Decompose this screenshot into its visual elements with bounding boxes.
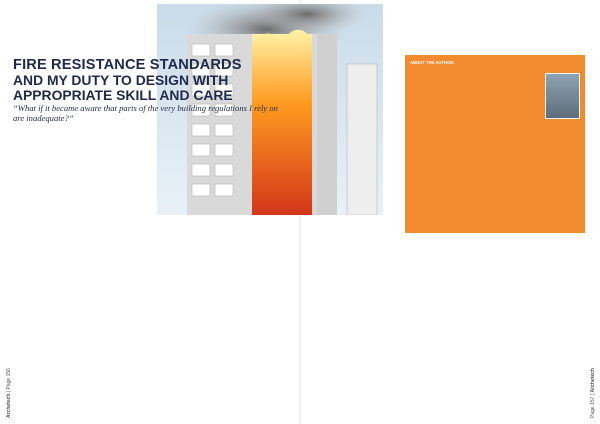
publication-name-right: Archetech <box>590 368 596 393</box>
right-page-number: Page 157 <box>590 396 596 418</box>
left-page-number: Page 156 <box>6 368 12 390</box>
headline-line-2: AND MY DUTY TO DESIGN WITH <box>13 72 229 88</box>
body-column-1 <box>13 150 148 415</box>
author-portrait <box>545 73 580 119</box>
publication-name: Archetech <box>6 393 12 418</box>
article-headline <box>13 58 298 103</box>
body-column-3 <box>305 215 440 415</box>
left-folio: Archetech | Page 156 <box>6 368 12 418</box>
standfirst: “What if it became aware that parts of the very building regulations I rely on are inadequate?” <box>13 103 278 124</box>
body-column-4 <box>450 240 585 415</box>
body-column-2 <box>157 232 295 415</box>
author-panel-title: ABOUT THE AUTHOR: <box>410 60 455 65</box>
headline-line-1: FIRE RESISTANCE STANDARDS <box>13 57 242 73</box>
headline-line-3: APPROPRIATE SKILL AND CARE <box>13 87 233 103</box>
right-folio: Page 157 | Archetech <box>590 368 596 418</box>
about-the-author-panel <box>405 55 585 233</box>
